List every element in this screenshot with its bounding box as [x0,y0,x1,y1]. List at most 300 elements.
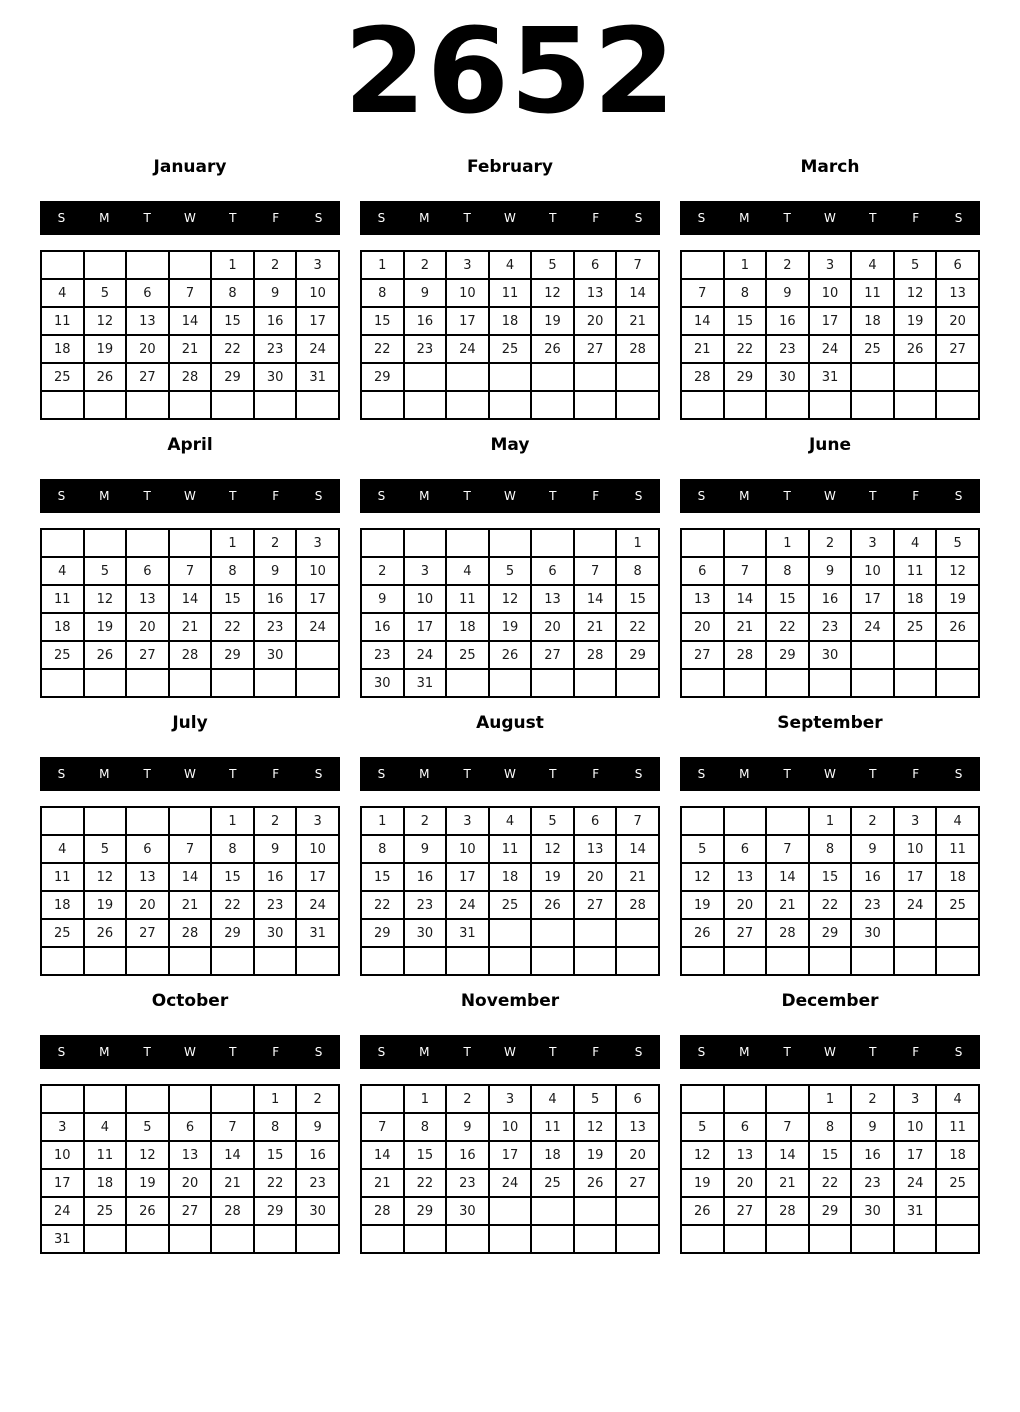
day-cell: 21 [681,335,724,363]
empty-day-cell [296,947,339,975]
day-cell: 2 [404,251,447,279]
empty-day-cell [489,1225,532,1253]
weekday-label: T [549,1045,557,1059]
day-cell: 30 [404,919,447,947]
day-cell: 21 [766,1169,809,1197]
empty-day-cell [936,1197,979,1225]
week-row [681,641,979,669]
day-cell: 4 [41,835,84,863]
weekday-label: S [697,1045,706,1059]
week-row [681,251,979,279]
day-cell: 16 [254,585,297,613]
empty-day-cell [574,919,617,947]
empty-day-cell [681,1225,724,1253]
day-cell: 9 [296,1113,339,1141]
week-row [41,335,339,363]
empty-day-cell [84,807,127,835]
empty-day-cell [574,1197,617,1225]
weekday-label: T [783,489,791,503]
day-cell: 2 [254,529,297,557]
day-cell: 15 [724,307,767,335]
day-cell: 6 [936,251,979,279]
empty-day-cell [41,1085,84,1113]
day-cell: 15 [361,307,404,335]
month-title: June [808,435,852,455]
week-row [361,529,659,557]
week-row [361,1225,659,1253]
week-row [361,807,659,835]
day-cell: 4 [489,807,532,835]
weekday-label: W [504,489,516,503]
week-row [41,363,339,391]
day-cell: 13 [126,585,169,613]
day-cell: 18 [531,1141,574,1169]
empty-day-cell [489,529,532,557]
day-cell: 25 [84,1197,127,1225]
day-cell: 26 [574,1169,617,1197]
weekday-label: S [314,767,323,781]
empty-day-cell [936,391,979,419]
day-cell: 12 [894,279,937,307]
weekday-label: S [697,767,706,781]
weekday-label: T [229,767,237,781]
day-cell: 17 [41,1169,84,1197]
day-cell: 15 [254,1141,297,1169]
year-title: 2652 [343,2,677,140]
day-cell: 23 [254,891,297,919]
empty-day-cell [41,807,84,835]
day-cell: 11 [489,279,532,307]
day-cell: 28 [169,363,212,391]
empty-day-cell [574,669,617,697]
day-cell: 20 [169,1169,212,1197]
empty-day-cell [681,669,724,697]
day-cell: 28 [616,891,659,919]
day-cell: 16 [254,863,297,891]
day-cell: 28 [211,1197,254,1225]
empty-day-cell [724,807,767,835]
week-row [41,891,339,919]
week-row [361,307,659,335]
empty-day-cell [574,363,617,391]
day-cell: 27 [126,641,169,669]
week-row [681,307,979,335]
weekday-label: M [739,489,750,503]
day-cell: 16 [851,1141,894,1169]
day-cell: 1 [404,1085,447,1113]
week-row [41,641,339,669]
day-cell: 12 [531,835,574,863]
day-cell: 24 [296,335,339,363]
day-cell: 19 [531,307,574,335]
weekday-label: F [272,767,280,781]
day-cell: 25 [41,641,84,669]
day-cell: 10 [809,279,852,307]
month-day-grid [360,1084,660,1254]
day-cell: 26 [84,641,127,669]
day-cell: 9 [404,835,447,863]
weekday-label: T [549,767,557,781]
day-cell: 30 [254,641,297,669]
empty-day-cell [766,947,809,975]
day-cell: 9 [766,279,809,307]
day-cell: 30 [851,919,894,947]
empty-day-cell [616,391,659,419]
weekday-label: S [954,767,963,781]
day-cell: 10 [894,835,937,863]
day-cell: 27 [126,919,169,947]
empty-day-cell [84,947,127,975]
weekday-label: M [99,489,110,503]
empty-day-cell [724,1225,767,1253]
empty-day-cell [724,391,767,419]
day-cell: 20 [724,1169,767,1197]
day-cell: 30 [361,669,404,697]
empty-day-cell [361,391,404,419]
weekday-label: T [463,767,471,781]
day-cell: 31 [446,919,489,947]
empty-day-cell [489,1197,532,1225]
empty-day-cell [254,1225,297,1253]
week-row [41,669,339,697]
day-cell: 27 [724,919,767,947]
day-cell: 25 [936,891,979,919]
day-cell: 31 [41,1225,84,1253]
day-cell: 16 [809,585,852,613]
empty-day-cell [766,1085,809,1113]
day-cell: 14 [616,279,659,307]
weekday-label: F [272,1045,280,1059]
day-cell: 8 [404,1113,447,1141]
day-cell: 23 [404,335,447,363]
day-cell: 29 [211,363,254,391]
month-may [360,434,660,698]
empty-day-cell [766,807,809,835]
day-cell: 19 [681,891,724,919]
day-cell: 4 [936,1085,979,1113]
day-cell: 27 [126,363,169,391]
day-cell: 20 [126,335,169,363]
week-row [41,391,339,419]
day-cell: 24 [894,1169,937,1197]
day-cell: 2 [851,807,894,835]
day-cell: 6 [126,835,169,863]
day-cell: 21 [574,613,617,641]
day-cell: 1 [254,1085,297,1113]
month-day-grid [680,528,980,698]
day-cell: 6 [126,279,169,307]
day-cell: 19 [126,1169,169,1197]
day-cell: 24 [851,613,894,641]
day-cell: 29 [809,1197,852,1225]
empty-day-cell [681,947,724,975]
weekday-label: S [57,1045,66,1059]
week-row [361,863,659,891]
weekday-label: T [783,1045,791,1059]
empty-day-cell [404,1225,447,1253]
day-cell: 24 [446,335,489,363]
day-cell: 16 [851,863,894,891]
day-cell: 14 [681,307,724,335]
day-cell: 31 [296,919,339,947]
day-cell: 28 [766,919,809,947]
day-cell: 2 [851,1085,894,1113]
day-cell: 12 [84,307,127,335]
day-cell: 5 [681,835,724,863]
day-cell: 12 [126,1141,169,1169]
month-august [360,712,660,976]
day-cell: 2 [766,251,809,279]
day-cell: 7 [766,835,809,863]
month-title: January [153,157,227,177]
day-cell: 22 [254,1169,297,1197]
day-cell: 10 [296,557,339,585]
day-cell: 19 [84,613,127,641]
day-cell: 17 [894,863,937,891]
day-cell: 30 [254,363,297,391]
week-row [41,1169,339,1197]
day-cell: 31 [404,669,447,697]
day-cell: 7 [574,557,617,585]
day-cell: 26 [126,1197,169,1225]
day-cell: 20 [681,613,724,641]
day-cell: 24 [296,891,339,919]
day-cell: 1 [766,529,809,557]
month-day-grid [360,528,660,698]
day-cell: 29 [361,363,404,391]
weekday-label: M [419,767,430,781]
day-cell: 19 [894,307,937,335]
day-cell: 11 [489,835,532,863]
day-cell: 8 [766,557,809,585]
empty-day-cell [724,669,767,697]
empty-day-cell [489,669,532,697]
month-october [40,990,340,1254]
day-cell: 7 [211,1113,254,1141]
day-cell: 14 [766,863,809,891]
day-cell: 13 [724,1141,767,1169]
day-cell: 15 [211,307,254,335]
day-cell: 6 [724,835,767,863]
weekday-label: M [99,767,110,781]
month-day-grid [680,250,980,420]
empty-day-cell [616,1197,659,1225]
empty-day-cell [936,947,979,975]
day-cell: 10 [851,557,894,585]
weekday-label: F [592,1045,600,1059]
day-cell: 28 [766,1197,809,1225]
day-cell: 17 [446,863,489,891]
day-cell: 20 [531,613,574,641]
weekday-header-row [360,479,660,513]
day-cell: 29 [361,919,404,947]
day-cell: 9 [254,835,297,863]
week-row [361,947,659,975]
empty-day-cell [681,391,724,419]
day-cell: 8 [724,279,767,307]
week-row [41,279,339,307]
day-cell: 5 [681,1113,724,1141]
empty-day-cell [851,947,894,975]
weekday-label: W [184,211,196,225]
day-cell: 29 [809,919,852,947]
month-day-grid [40,250,340,420]
day-cell: 7 [724,557,767,585]
empty-day-cell [126,947,169,975]
day-cell: 3 [851,529,894,557]
day-cell: 9 [809,557,852,585]
day-cell: 7 [169,279,212,307]
weekday-label: M [419,489,430,503]
empty-day-cell [809,669,852,697]
week-row [681,835,979,863]
day-cell: 4 [446,557,489,585]
weekday-label: T [463,1045,471,1059]
weekday-label: M [99,211,110,225]
month-title: December [781,991,879,1011]
week-row [361,669,659,697]
month-day-grid [40,1084,340,1254]
empty-day-cell [894,919,937,947]
weekday-label: T [783,767,791,781]
weekday-label: M [739,1045,750,1059]
weekday-label: T [229,1045,237,1059]
day-cell: 27 [574,335,617,363]
day-cell: 6 [169,1113,212,1141]
day-cell: 2 [296,1085,339,1113]
day-cell: 30 [446,1197,489,1225]
day-cell: 22 [211,335,254,363]
day-cell: 15 [766,585,809,613]
day-cell: 21 [361,1169,404,1197]
month-february [360,156,660,420]
empty-day-cell [84,251,127,279]
day-cell: 1 [809,1085,852,1113]
day-cell: 5 [84,557,127,585]
month-day-grid [680,806,980,976]
day-cell: 19 [936,585,979,613]
day-cell: 29 [254,1197,297,1225]
week-row [41,585,339,613]
weekday-label: F [272,211,280,225]
weekday-label: T [869,1045,877,1059]
day-cell: 18 [894,585,937,613]
empty-day-cell [531,391,574,419]
week-row [681,279,979,307]
day-cell: 6 [724,1113,767,1141]
day-cell: 22 [211,891,254,919]
empty-day-cell [531,947,574,975]
empty-day-cell [254,669,297,697]
day-cell: 31 [894,1197,937,1225]
week-row [681,391,979,419]
weekday-header-row [40,201,340,235]
day-cell: 13 [574,279,617,307]
day-cell: 6 [126,557,169,585]
week-row [361,919,659,947]
empty-day-cell [681,529,724,557]
day-cell: 15 [404,1141,447,1169]
day-cell: 27 [574,891,617,919]
empty-day-cell [296,641,339,669]
empty-day-cell [84,1225,127,1253]
day-cell: 20 [126,891,169,919]
weekday-label: W [824,1045,836,1059]
empty-day-cell [936,641,979,669]
month-december [680,990,980,1254]
month-title: July [172,713,208,733]
empty-day-cell [169,1225,212,1253]
empty-day-cell [126,251,169,279]
month-january [40,156,340,420]
week-row [361,391,659,419]
day-cell: 5 [531,807,574,835]
weekday-label: W [824,489,836,503]
week-row [41,863,339,891]
week-row [681,947,979,975]
weekday-label: S [634,767,643,781]
day-cell: 3 [894,807,937,835]
month-day-grid [360,250,660,420]
empty-day-cell [404,391,447,419]
day-cell: 10 [489,1113,532,1141]
weekday-label: W [184,1045,196,1059]
day-cell: 4 [936,807,979,835]
day-cell: 14 [766,1141,809,1169]
day-cell: 22 [724,335,767,363]
empty-day-cell [681,1085,724,1113]
day-cell: 18 [84,1169,127,1197]
weekday-label: F [592,211,600,225]
empty-day-cell [724,1085,767,1113]
day-cell: 13 [616,1113,659,1141]
day-cell: 3 [809,251,852,279]
empty-day-cell [936,669,979,697]
day-cell: 11 [41,863,84,891]
day-cell: 22 [211,613,254,641]
empty-day-cell [489,947,532,975]
day-cell: 24 [296,613,339,641]
day-cell: 29 [616,641,659,669]
day-cell: 17 [894,1141,937,1169]
empty-day-cell [616,1225,659,1253]
weekday-header-row [40,1035,340,1069]
day-cell: 11 [531,1113,574,1141]
day-cell: 17 [809,307,852,335]
week-row [681,1141,979,1169]
day-cell: 15 [211,863,254,891]
week-row [681,529,979,557]
weekday-label: F [272,489,280,503]
day-cell: 10 [41,1141,84,1169]
empty-day-cell [766,391,809,419]
day-cell: 14 [574,585,617,613]
empty-day-cell [531,363,574,391]
empty-day-cell [169,1085,212,1113]
empty-day-cell [126,1225,169,1253]
day-cell: 7 [681,279,724,307]
day-cell: 10 [296,835,339,863]
day-cell: 23 [254,613,297,641]
empty-day-cell [724,529,767,557]
empty-day-cell [531,1225,574,1253]
weekday-header-row [680,1035,980,1069]
day-cell: 13 [724,863,767,891]
day-cell: 11 [851,279,894,307]
weekday-label: T [869,767,877,781]
day-cell: 17 [851,585,894,613]
week-row [361,335,659,363]
